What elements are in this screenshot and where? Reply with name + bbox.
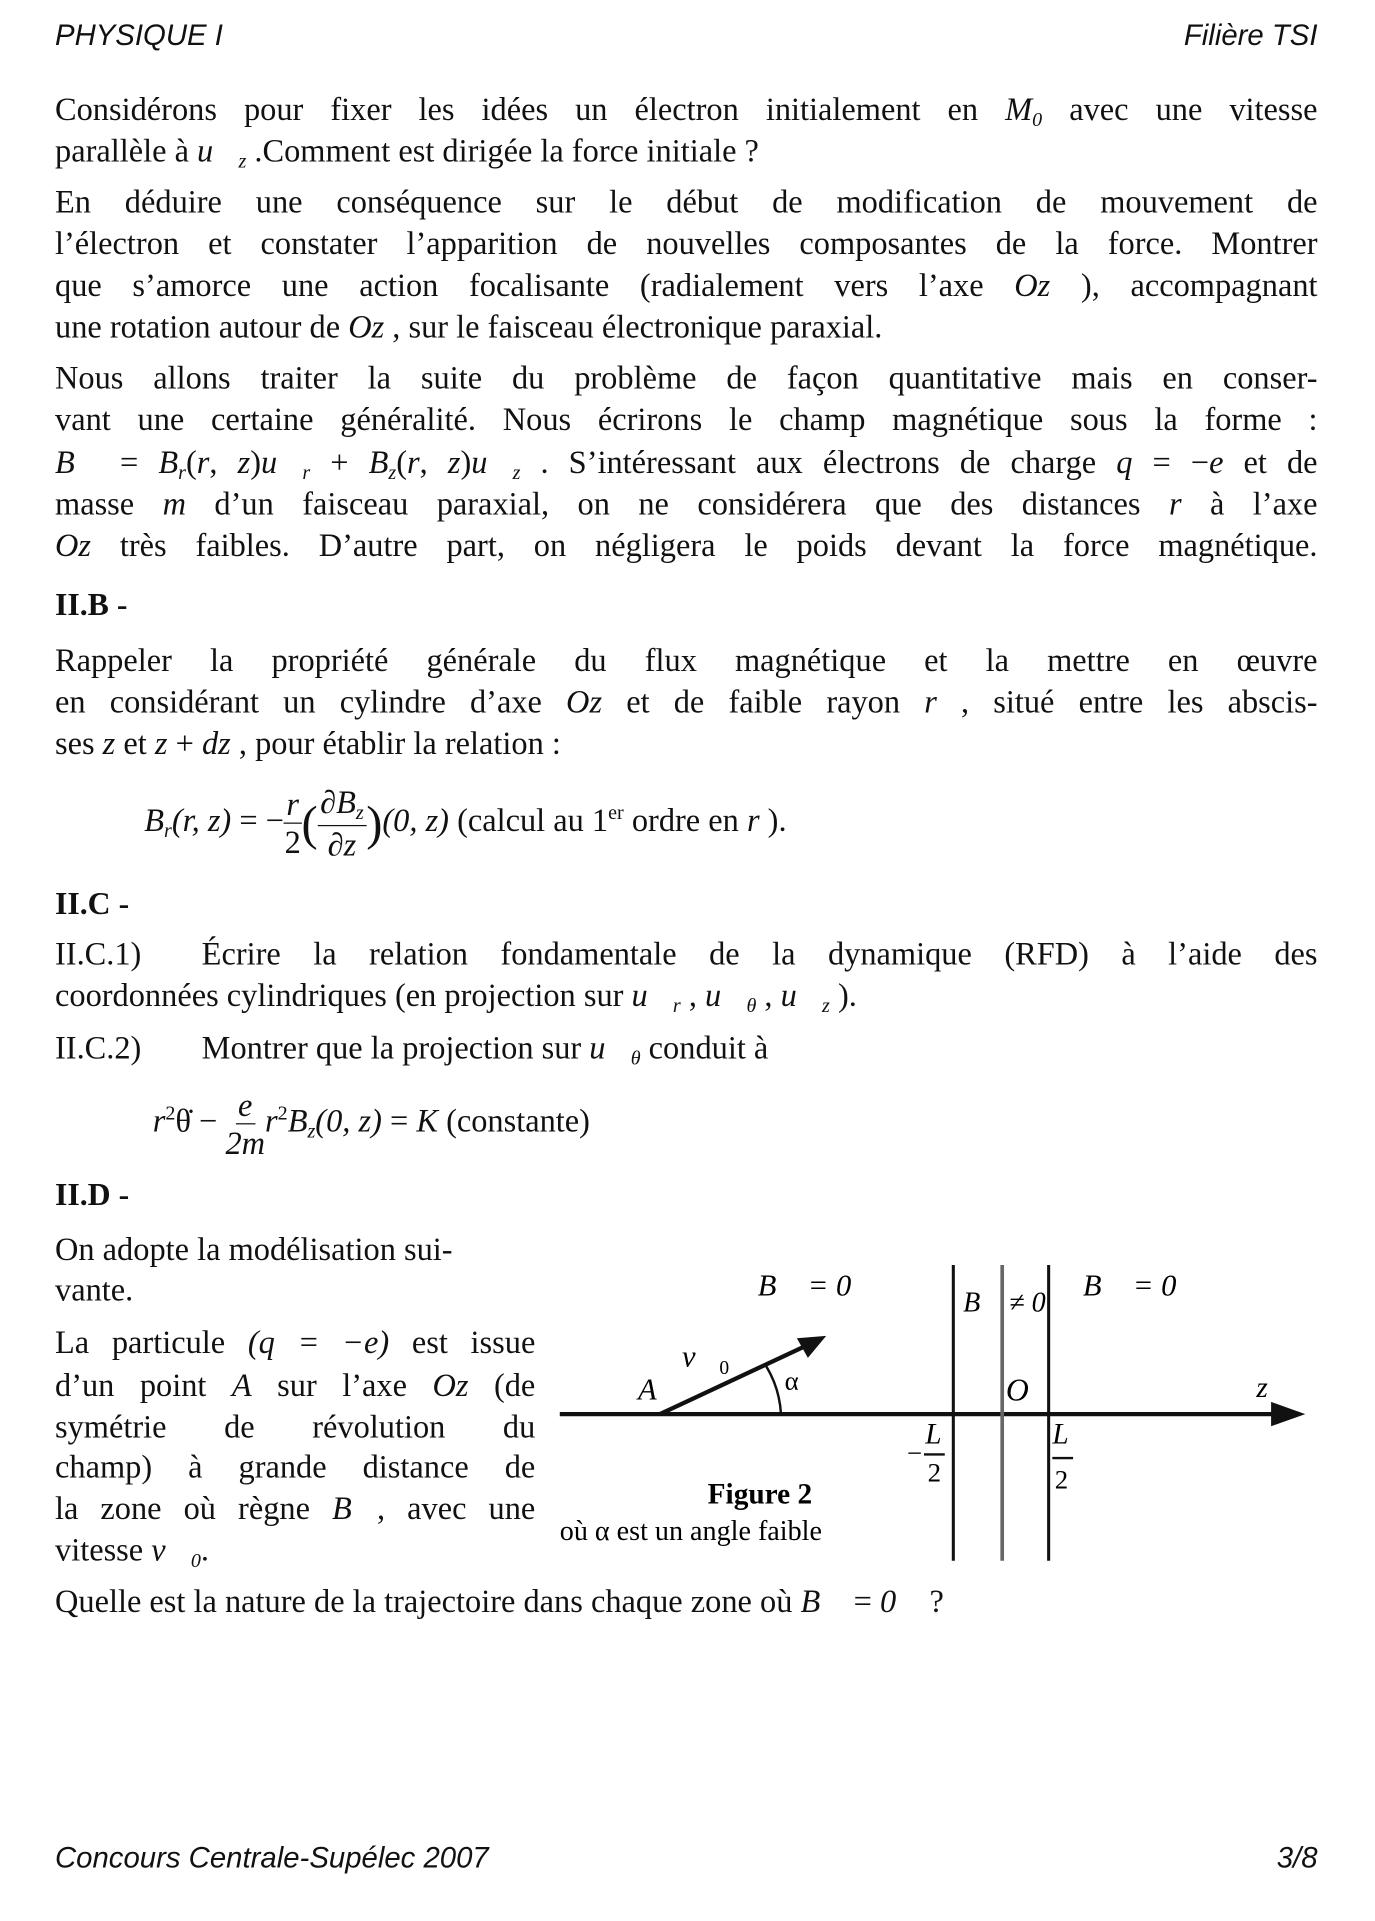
math-run: $u⃗_z$ — [471, 443, 521, 484]
math-run: z — [447, 443, 461, 481]
header-track: Filière TSI — [1183, 19, 1318, 53]
math-run: z — [154, 724, 168, 762]
section-heading-IIC: II.C - — [54, 886, 130, 922]
text-run: , avec une — [377, 1489, 536, 1527]
equation-Br: $B_r(r$, z) = − $\frac{r}{2}$ ( $\frac{\partial B_z}{\partial z}$ )(0, z) (calcul au 1er ordre en r ). — [144, 783, 787, 863]
math-subscript: θ — [630, 1046, 641, 1070]
math-run: $u⃗_r$ — [631, 976, 681, 1017]
eq-sub: z — [307, 1119, 316, 1143]
eq-symbol: K — [416, 1102, 438, 1139]
eq-minus: − — [265, 801, 284, 839]
label-2: 2 — [1054, 1464, 1069, 1495]
text-run: coordonnées cylindriques (en projection sur — [54, 976, 632, 1014]
text-run: la zone où règne — [54, 1489, 333, 1527]
text-run: (de — [468, 1366, 536, 1404]
text-run: que s’amorce une action focalisante (radialement vers l’axe — [54, 266, 1015, 304]
math-run: z — [102, 724, 116, 762]
math-run: $u⃗_z$ — [780, 976, 830, 1017]
math-run: $u⃗_z$ — [197, 131, 247, 173]
math-subscript: 0 — [1032, 107, 1043, 131]
text-run: On adopte la modélisation sui- — [54, 1230, 453, 1268]
text-run: vante. — [54, 1271, 134, 1308]
angle-arc — [766, 1366, 781, 1414]
math-run: r — [924, 683, 937, 720]
math-run: $u⃗_\theta$ — [705, 976, 757, 1017]
math-subscript: r — [302, 460, 311, 484]
text-run: avec une vitesse — [1042, 90, 1318, 128]
text-run: + — [167, 724, 202, 762]
footer-contest: Concours Centrale-Supélec 2007 — [54, 1841, 489, 1875]
frac-den: 2 — [284, 823, 301, 861]
text-run: . S’intéressant aux électrons de charge — [520, 443, 1117, 481]
math-run: Oz — [348, 307, 385, 345]
text-run: , — [419, 443, 448, 481]
text-run: . — [200, 1531, 209, 1569]
math-run: $v⃗_0$ — [151, 1531, 201, 1572]
label-zone-right: B⃗ = 0⃗ — [1082, 1268, 1201, 1303]
math-run: $B_r$ — [158, 443, 187, 484]
text-run: est issue — [389, 1323, 536, 1361]
text-run: très faibles. D’autre part, on négligera le poids devant la force magnétique. — [90, 526, 1318, 564]
label-2: 2 — [927, 1457, 942, 1488]
math-run: r — [1168, 485, 1182, 522]
frac-num: r — [284, 789, 302, 824]
eq-note-sup: er — [608, 800, 624, 824]
math-subscript: r — [178, 460, 187, 484]
eq-note: (calcul au 1 — [457, 801, 609, 839]
text-run: Nous allons traiter la suite du problème de façon quantitative mais en conser- — [54, 359, 1318, 396]
text-run: conduit à — [640, 1029, 769, 1066]
math-run: r — [407, 443, 420, 481]
text-run: masse — [54, 485, 163, 522]
question-line — [55, 1583, 944, 1620]
math-run: $u⃗_r$ — [260, 443, 311, 484]
frac-num: e — [236, 1089, 255, 1124]
label-zone-left: B⃗ = 0⃗ — [757, 1268, 876, 1303]
figure-caption-note: où α est un angle faible — [559, 1515, 822, 1547]
eq-sup: 2 — [165, 1101, 176, 1125]
text-run: vant une certaine généralité. Nous écrirons le champ magnétique sous la forme : — [54, 400, 1318, 438]
math-run: r — [196, 443, 210, 481]
text-run: En déduire une conséquence sur le début de modification de mouvement de — [54, 183, 1318, 220]
frac-num-sub: z — [355, 800, 364, 825]
text-run: en considérant un cylindre d’axe — [54, 683, 567, 720]
math-run: Oz — [54, 526, 91, 564]
math-subscript: z — [822, 993, 830, 1017]
math-run: B⃗ — [332, 1489, 378, 1527]
eq-symbol: B — [287, 1102, 308, 1139]
text-run: ? — [921, 1582, 944, 1620]
text-run: ) — [250, 443, 261, 481]
frac-den: 2m — [225, 1124, 266, 1161]
text-run: Montrer que la projection sur — [201, 1029, 590, 1066]
eq-note-r: r — [746, 801, 760, 839]
eq-sub: r — [164, 818, 172, 842]
text-run: vitesse — [54, 1531, 152, 1569]
text-run: , sur le faisceau électronique paraxial. — [384, 307, 883, 345]
eq-args: (0, z) — [315, 1102, 382, 1139]
math-subscript: z — [388, 460, 397, 484]
label-v0: $v⃗_0$ — [681, 1339, 730, 1379]
section-heading-IID: II.D - — [54, 1176, 130, 1213]
math-run: $B_z$ — [368, 443, 397, 484]
text-run: Considérons pour fixer les idées un électron initialement en — [54, 90, 1006, 128]
math-run: Oz — [1014, 266, 1051, 304]
math-run: m — [162, 485, 186, 522]
math-run: B⃗ — [800, 1582, 846, 1620]
text-run: = — [99, 443, 159, 481]
eq-note: (constante) — [437, 1102, 590, 1139]
text-run: ) — [460, 443, 472, 481]
math-run: $M_0$ — [1005, 90, 1043, 131]
eq-equals: = — [239, 801, 258, 839]
math-run: B⃗ — [54, 443, 100, 481]
text-run: parallèle à — [54, 131, 198, 169]
text-run: , pour établir la relation : — [230, 724, 561, 762]
eq-symbol: r — [265, 1102, 278, 1139]
text-run: ( — [186, 443, 197, 481]
label-z: z — [1256, 1371, 1268, 1404]
math-subscript: 0 — [190, 1548, 201, 1572]
eq-note: ordre en — [623, 801, 747, 839]
text-run: et de — [1223, 443, 1318, 481]
math-subscript: z — [238, 149, 247, 173]
eq-args: (0, z) — [382, 801, 449, 839]
label-L: L — [925, 1418, 942, 1451]
eq-sup: 2 — [277, 1101, 288, 1125]
label-A: A — [637, 1372, 657, 1407]
section-heading-IIB: II.B - — [54, 586, 128, 623]
math-run: Oz — [566, 683, 603, 720]
frac-den: ∂z — [327, 825, 357, 863]
text-run: ses — [54, 724, 103, 762]
text-run: Quelle est la nature de la trajectoire dans chaque zone où — [54, 1582, 801, 1620]
label-alpha: α — [784, 1365, 799, 1396]
text-run: = − — [1132, 443, 1210, 481]
figure-caption: Figure 2 — [707, 1478, 813, 1511]
text-run: , — [756, 976, 781, 1014]
math-run: e — [1209, 443, 1224, 481]
text-run: et — [115, 724, 155, 762]
label-zone-mid: B⃗ ≠ 0⃗ — [963, 1287, 1068, 1319]
text-run: l’électron et constater l’apparition de nouvelles composantes de la force. Montrer — [54, 224, 1318, 262]
text-run: ). — [829, 976, 857, 1014]
text-run: à l’axe — [1181, 485, 1318, 522]
math-run: q — [1116, 443, 1133, 481]
eq-args: (r, z) — [171, 801, 232, 839]
math-run: (q = −e) — [247, 1323, 390, 1361]
z-axis-arrowhead-icon — [1271, 1402, 1305, 1426]
text-run: d’un point — [54, 1366, 232, 1404]
text-run: + — [310, 443, 369, 481]
text-run: .Comment est dirigée la force initiale ? — [246, 131, 759, 169]
label-O: O — [1005, 1372, 1029, 1408]
label-minus: − — [906, 1437, 923, 1468]
footer-page: 3/8 — [1276, 1841, 1318, 1875]
label-L: L — [1052, 1418, 1069, 1451]
math-subscript: z — [512, 460, 521, 484]
math-run: Oz — [432, 1366, 469, 1404]
header-subject: PHYSIQUE I — [54, 19, 223, 53]
eq-symbol: r — [152, 1102, 166, 1139]
math-run: A — [231, 1366, 252, 1404]
math-subscript: θ — [746, 993, 757, 1017]
question-label: II.C.2) — [54, 1029, 142, 1066]
text-run: , — [680, 976, 706, 1014]
question-label: II.C.1) — [54, 934, 142, 972]
text-run: une rotation autour de — [54, 307, 349, 345]
text-run: ), accompagnant — [1050, 266, 1318, 304]
text-run: ( — [396, 443, 408, 481]
text-run: sur l’axe — [251, 1366, 433, 1404]
text-run: Rappeler la propriété générale du flux magnétique et la mettre en œuvre — [54, 641, 1318, 679]
text-run: , — [209, 443, 238, 481]
text-run: = — [845, 1582, 880, 1620]
eq-equals: = — [381, 1102, 417, 1139]
text-run: d’un faisceau paraxial, on ne considérera que des distances — [185, 485, 1169, 522]
text-run: symétrie de révolution du — [54, 1407, 536, 1445]
text-run: champ) à grande distance de — [54, 1448, 536, 1485]
text-run: , situé entre les abscis- — [936, 683, 1318, 720]
eq-note: ). — [759, 801, 787, 839]
frac-num: ∂B — [320, 783, 356, 821]
eq-theta-dot: θ̇ — [175, 1102, 191, 1139]
eq-symbol: B — [144, 801, 165, 839]
math-run: dz — [201, 724, 231, 762]
math-run: z — [237, 443, 251, 481]
math-subscript: r — [672, 993, 681, 1017]
math-run: $u⃗_\theta$ — [589, 1029, 641, 1070]
text-run: et de faible rayon — [602, 683, 925, 720]
math-run: 0⃗ — [879, 1582, 922, 1620]
question-text: Écrire la relation fondamentale de la dynamique (RFD) à l’aide des — [201, 934, 1318, 972]
text-run: La particule — [54, 1323, 248, 1361]
eq-minus: − — [190, 1102, 226, 1139]
